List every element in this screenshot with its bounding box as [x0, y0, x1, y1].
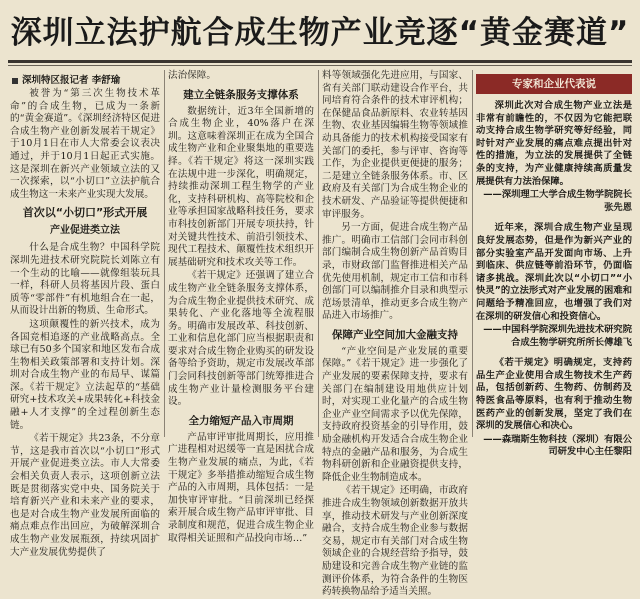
paragraph: 这项颠覆性的新兴技术，成为各国竞相追逐的产业战略高点。全球已有50多个国家和地区发布合成生物相关政策部署和支持计划。深圳对合成生物产业的布局早、谋篇深。《若干规定》立法起草的“基础研究+技术攻关+成果转化+科技金融+人才支撑”的全过程创新生态链。: [10, 318, 160, 431]
paragraph: 产品审评审批周期长，应用推广进程相对迟缓等一直是困扰合成生物产业发展的痛点，为此，《若干规定》多举措推动缩短合成生物产品的入市周期，具体包括：一是加快审评审批。“目前深圳已经探索开展合成生物产品审评审批、目录制度和规范，促进合成生物企业取得相关证照和产品投向市场…”: [168, 431, 314, 544]
sidebar-column: [476, 100, 632, 458]
column-divider: [472, 70, 473, 437]
quote-signature: ——森瑞斯生物科技（深圳）有限公司研发中心主任黎阳: [483, 433, 632, 458]
paragraph: 被誉为“第三次生物技术革命”的合成生物，已成为一条新的“黄金赛道”。《深圳经济特区促进合成生物产业创新发展若干规定》于10月1日在市人大常委会议表决通过，并于10月1日起正式实施。这是深圳在新兴产业领域立法的又一次探索，以“小切口”立法护航合成生物这一未来产业实现大发展。: [10, 88, 160, 200]
subheading: 保障产业空间加大金融支持: [332, 328, 458, 341]
headline: 深圳立法护航合成生物产业竞逐“黄金赛道”: [10, 14, 630, 51]
subheading: 产业促进类立法: [50, 225, 120, 237]
subheading: 全力缩短产品入市周期: [188, 414, 294, 427]
quote-signature: ——中国科学院深圳先进技术研究院合成生物学研究所所长傅雄飞: [483, 324, 632, 348]
paragraph: 数据统计，近3年全国新增的合成生物企业，40%落户在深圳。这意味着深圳正在成为全国合成生物产业和企业聚集地的重要选择。《若干规定》将这一深圳实践在法规中进一步深化，明确规定，持续推动深圳工程生物学的产业化，支持科研机构、高等院校和企业等承担国家战略科技任务，要求市科技创新部门开展专项扶持，针对关键共性技术、前沿引领技术、现代工程技术、颠覆性技术组织开展基础研究和技术攻关等工作。: [168, 105, 314, 268]
square-bullet-icon: [12, 78, 18, 84]
article-column-3: [322, 70, 468, 598]
paragraph: “产业空间是产业发展的重要保障。”《若干规定》进一步强化了产业发展的要素保障支持，要求有关部门在编制建设用地供应计划时，对实现工业化量产的合成生物企业产业空间需求予以优先保障，支持政府投资基金的引导作用，鼓励金融机构开发适合合成生物企业特点的金融产品和服务，为合成生物科研创新和企业融资提供支持，降低企业生物制造成本。: [322, 345, 468, 483]
headline-rule: [8, 60, 632, 63]
expert-quote: 《若干规定》明确规定，支持药品生产企业使用合成生物技术生产药品，包括创新药、生物药、仿制药及特医食品等原料，也有利于推动生物医药产业的创新发展，坚定了我们在深圳的发展信心和决心。: [476, 357, 632, 432]
sidebar-title: 专家和企业代表说: [476, 74, 632, 94]
subheading: 首次以“小切口”形式开展: [22, 206, 148, 220]
byline-text: 深圳特区报记者 李舒瑜: [22, 75, 121, 86]
article-column-1: [10, 88, 160, 558]
paragraph: 料等领域强化先进应用，与国家、省有关部门联动建设合作平台，共同培育符合条件的技术审评机构；在保健品食品新原料、农业转基因生物、农业基因编辑生物等领域推动具备能力的技术机构接受国家有关部门的委托，参与评审、咨询等工作，为企业提供更便捷的服务；二是建立全链条服务体系。市、区政府及有关部门为合成生物企业的技术研发、产品验证等提供便捷和审评服务。: [322, 70, 468, 220]
quote-signature: ——深圳理工大学合成生物学院院长张先恩: [483, 189, 632, 213]
headline-rule-thin: [8, 65, 632, 66]
expert-quote: 近年来，深圳合成生物产业呈现良好发展态势，但是作为新兴产业的部分实验室产品开发面向市场、上升到临床、供应链等前沿环节，仍面临诸多挑战。深圳此次以“小切口”“小快灵”的立法形式对产业发展的困难和问题给予精准回应，也增强了我们对在深圳的研发信心和投资信心。: [476, 222, 632, 322]
expert-quote: 深圳此次对合成生物产业立法是非常有前瞻性的，不仅因为它能把联动支持合成生物学研究等好经验，同时针对产业发展的痛点难点提出针对性的措施，为立法的发展提供了全链条的支持，为产业健康持续高质量发展提供有力法治保障。: [476, 100, 632, 187]
paragraph: 《若干规定》还明确，市政府推进合成生物领域创新数据开放共享，推动技术研发与产业创新深度融合，支持合成生物企业参与数据交易，规定市有关部门对合成生物领域企业的合规经营给予指导，鼓励建设和完善合成生物产业链的监测评价体系，为符合条件的生物医药转换物品给予适当关照。: [322, 485, 468, 598]
paragraph: 什么是合成生物？中国科学院深圳先进技术研究院院长刘陈立有一个生动的比喻——就像组装玩具一样，科研人员将基因片段、蛋白质等“零部件”有机地组合在一起，从而设计出新的物质、生命形式。: [10, 242, 160, 317]
paragraph: 《若干规定》还强调了建立合成生物产业全链条服务支撑体系，为合成生物企业提供技术研究、成果转化、产业化落地等全流程服务。明确市发展改革、科技创新、工业和信息化部门应当根据职责和要求对合成生物企业购买的研发设备等给予资助，规定市发展改革部门会同科技创新等部门统筹推进合成生物产业计量检测服务平台建设。: [168, 270, 314, 408]
column-divider: [318, 70, 319, 437]
byline: [12, 72, 162, 86]
subheading: 建立全链条服务支撑体系: [183, 88, 299, 101]
paragraph: 法治保障。: [168, 70, 216, 81]
column-divider: [164, 70, 165, 437]
paragraph: 另一方面，促进合成生物产品推广。明确市工信部门会同市科创部门编制合成生物创新产品首购目录，市财政部门监督推进相关产品优先使用机制，规定市工信和市科创部门可以编制推介目录和典型示范场景清单，推动更多合成生物产品进入市场推广。: [322, 222, 468, 322]
article-column-2: [168, 70, 314, 544]
paragraph: 《若干规定》共23条，不分章节，这是我市首次以“小切口”形式开展产业促进类立法。市人大常委会相关负责人表示，这项创新立法既是贯彻落实党中央、国务院关于培育新兴产业和未来产业的要求，也是对合成生物产业发展所面临的痛点难点作出回应，为破解深圳合成生物产业发展瓶颈，持续巩固扩大产业发展优势提供了: [10, 433, 160, 558]
